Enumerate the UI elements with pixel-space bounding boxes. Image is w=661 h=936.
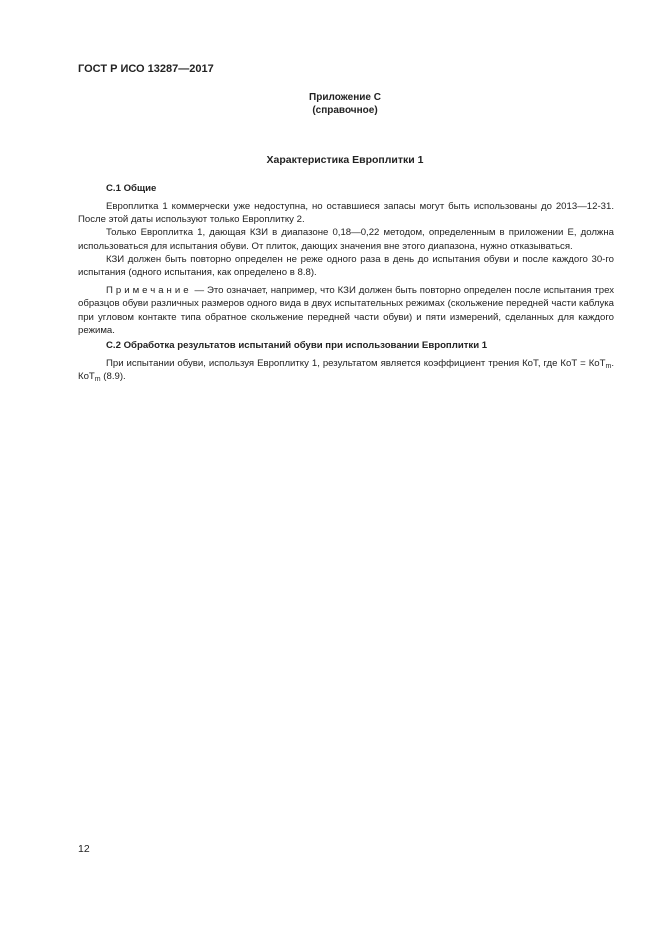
- page-title: Характеристика Европлитки 1: [266, 154, 424, 166]
- paragraph: [78, 357, 614, 383]
- paragraph: Европлитка 1 коммерчески уже недоступна, но оставшиеся запасы могут быть использованы до 2013—12-31. После этой даты используют только Европлитку 2.: [78, 201, 614, 226]
- section-body: [78, 200, 614, 337]
- paragraph: Только Европлитка 1, дающая КЗИ в диапазоне 0,18—0,22 методом, определенным в приложении Е, должна использоваться для испытания обуви. От плиток, дающих значения вне этого диапазона, нужно отказываться.: [78, 227, 614, 252]
- section-heading: С.2 Обработка результатов испытаний обуви при использовании Европлитки 1: [106, 340, 488, 351]
- section-heading: С.1 Общие: [106, 183, 157, 194]
- note-label: Примечание: [106, 285, 192, 297]
- subscript: m: [94, 376, 101, 384]
- section-body: [78, 357, 614, 383]
- paragraph-text: При испытании обуви, используя Европлитку 1, результатом является коэффициент трения КоТ, где КоТ = КоТ: [106, 358, 606, 369]
- subscript: m: [605, 363, 612, 370]
- note-text: — Это означает, например, что КЗИ должен быть повторно определен после испытания трех образцов обуви различных размеров одного вида в двух испытательных режимах (скольжение передней части каблука при угловом контакте типа обратное скольжение передней части обуви) и пяти измерений, сделанных для каждого режима.: [78, 285, 614, 336]
- note: [78, 284, 614, 337]
- paragraph: КЗИ должен быть повторно определен не реже одного раза в день до испытания обуви и после каждого 30-го испытания (одного испытания, как определено в 8.8).: [78, 253, 614, 279]
- appendix-title: Приложение С: [309, 92, 381, 103]
- standard-header: ГОСТ Р ИСО 13287—2017: [78, 63, 214, 75]
- page-number: 12: [78, 843, 90, 855]
- appendix-subtitle: (справочное): [312, 105, 378, 116]
- paragraph-text: . КоТ: [78, 358, 614, 383]
- paragraph-text: (8.9).: [100, 371, 126, 383]
